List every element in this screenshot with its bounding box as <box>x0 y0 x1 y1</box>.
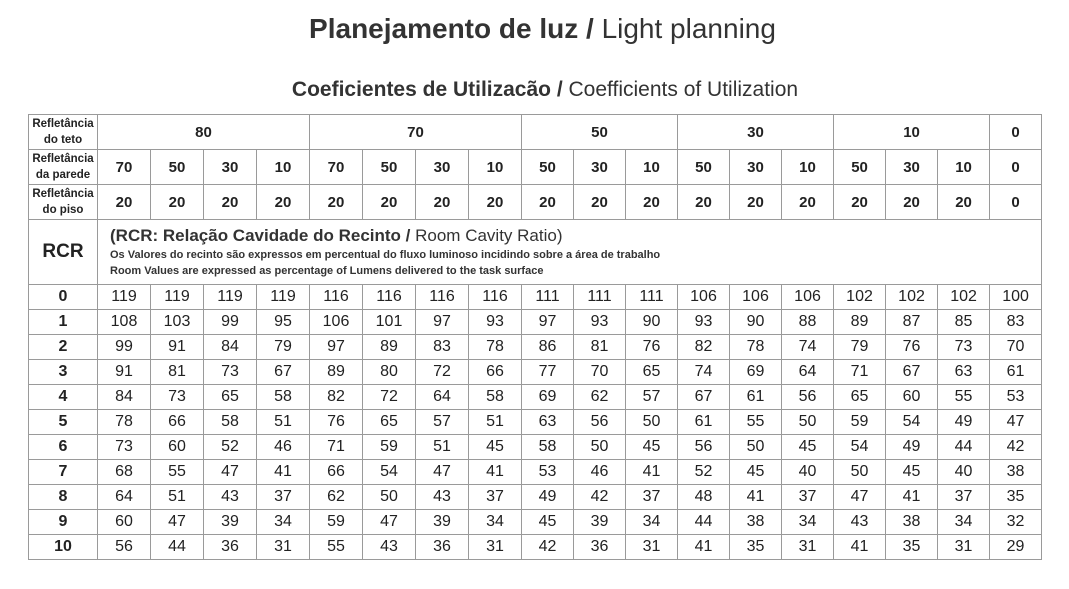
table-cell: 59 <box>363 435 416 460</box>
table-cell: 43 <box>834 510 886 535</box>
table-cell: 119 <box>257 285 310 310</box>
table-cell: 65 <box>834 385 886 410</box>
table-cell: 67 <box>257 360 310 385</box>
table-cell: 78 <box>469 335 522 360</box>
table-cell: 69 <box>522 385 574 410</box>
table-cell: 111 <box>522 285 574 310</box>
table-cell: 76 <box>886 335 938 360</box>
wall-reflectance-value: 50 <box>151 150 204 185</box>
table-cell: 86 <box>522 335 574 360</box>
wall-reflectance-value: 70 <box>98 150 151 185</box>
table-row <box>29 460 1042 485</box>
table-body <box>29 285 1042 560</box>
table-cell: 58 <box>522 435 574 460</box>
ceiling-reflectance-value: 70 <box>310 115 522 150</box>
table-cell: 108 <box>98 310 151 335</box>
table-cell: 119 <box>98 285 151 310</box>
table-cell: 73 <box>938 335 990 360</box>
table-cell: 39 <box>574 510 626 535</box>
floor-reflectance-value: 20 <box>522 185 574 220</box>
table-cell: 64 <box>416 385 469 410</box>
table-cell: 53 <box>990 385 1042 410</box>
table-cell: 55 <box>938 385 990 410</box>
table-cell: 45 <box>469 435 522 460</box>
table-cell: 58 <box>204 410 257 435</box>
table-cell: 57 <box>626 385 678 410</box>
rcr-value: 2 <box>29 335 98 360</box>
wall-reflectance-value: 30 <box>204 150 257 185</box>
table-cell: 62 <box>310 485 363 510</box>
table-cell: 41 <box>730 485 782 510</box>
table-cell: 58 <box>469 385 522 410</box>
table-cell: 99 <box>98 335 151 360</box>
table-cell: 37 <box>469 485 522 510</box>
table-cell: 37 <box>626 485 678 510</box>
floor-reflectance-value: 20 <box>678 185 730 220</box>
table-cell: 52 <box>204 435 257 460</box>
wall-reflectance-value: 10 <box>626 150 678 185</box>
table-cell: 41 <box>886 485 938 510</box>
rcr-value: 0 <box>29 285 98 310</box>
table-cell: 69 <box>730 360 782 385</box>
floor-reflectance-value: 20 <box>938 185 990 220</box>
table-cell: 102 <box>938 285 990 310</box>
wall-reflectance-value: 70 <box>310 150 363 185</box>
ceiling-reflectance-value: 80 <box>98 115 310 150</box>
table-cell: 62 <box>574 385 626 410</box>
table-title <box>0 78 1069 102</box>
page-title-normal: Light planning <box>601 13 776 44</box>
table-cell: 65 <box>204 385 257 410</box>
table-cell: 54 <box>363 460 416 485</box>
table-cell: 81 <box>151 360 204 385</box>
floor-reflectance-value: 20 <box>204 185 257 220</box>
table-title-bold: Coeficientes de Utilizacão / <box>291 78 563 101</box>
table-cell: 89 <box>363 335 416 360</box>
table-cell: 60 <box>151 435 204 460</box>
ceiling-reflectance-value: 10 <box>834 115 990 150</box>
rcr-label: RCR <box>29 220 98 285</box>
table-cell: 111 <box>626 285 678 310</box>
table-cell: 48 <box>678 485 730 510</box>
table-title-normal: Coefficients of Utilization <box>568 78 799 101</box>
wall-reflectance-value: 10 <box>938 150 990 185</box>
rcr-description <box>98 220 1042 285</box>
table-cell: 43 <box>416 485 469 510</box>
table-cell: 91 <box>98 360 151 385</box>
table-cell: 103 <box>151 310 204 335</box>
table-cell: 56 <box>782 385 834 410</box>
wall-reflectance-row <box>29 150 1042 185</box>
table-cell: 59 <box>310 510 363 535</box>
table-cell: 64 <box>98 485 151 510</box>
table-cell: 35 <box>886 535 938 560</box>
table-cell: 38 <box>990 460 1042 485</box>
floor-reflectance-value: 0 <box>990 185 1042 220</box>
wall-reflectance-value: 50 <box>834 150 886 185</box>
table-cell: 76 <box>310 410 363 435</box>
wall-reflectance-value: 10 <box>782 150 834 185</box>
table-cell: 66 <box>310 460 363 485</box>
table-cell: 74 <box>678 360 730 385</box>
table-cell: 43 <box>363 535 416 560</box>
table-cell: 32 <box>990 510 1042 535</box>
table-cell: 111 <box>574 285 626 310</box>
rcr-description-title-normal: Room Cavity Ratio) <box>415 226 563 245</box>
table-cell: 56 <box>98 535 151 560</box>
rcr-value: 6 <box>29 435 98 460</box>
table-cell: 66 <box>469 360 522 385</box>
table-cell: 51 <box>416 435 469 460</box>
table-cell: 99 <box>204 310 257 335</box>
table-cell: 78 <box>730 335 782 360</box>
rcr-description-title <box>110 225 1035 247</box>
table-cell: 49 <box>938 410 990 435</box>
table-cell: 47 <box>990 410 1042 435</box>
table-cell: 41 <box>834 535 886 560</box>
table-cell: 60 <box>886 385 938 410</box>
floor-reflectance-value: 20 <box>257 185 310 220</box>
table-cell: 64 <box>782 360 834 385</box>
table-cell: 31 <box>469 535 522 560</box>
rcr-value: 4 <box>29 385 98 410</box>
table-cell: 36 <box>574 535 626 560</box>
table-cell: 50 <box>730 435 782 460</box>
table-cell: 46 <box>574 460 626 485</box>
table-cell: 116 <box>363 285 416 310</box>
table-cell: 66 <box>151 410 204 435</box>
table-cell: 47 <box>834 485 886 510</box>
table-cell: 102 <box>886 285 938 310</box>
table-cell: 82 <box>310 385 363 410</box>
table-cell: 51 <box>257 410 310 435</box>
table-cell: 50 <box>363 485 416 510</box>
table-cell: 79 <box>257 335 310 360</box>
rcr-info-row <box>29 220 1042 285</box>
rcr-note-portuguese: Os Valores do recinto são expressos em percentual do fluxo luminoso incidindo sobre a área de trabalho <box>110 249 661 261</box>
table-cell: 73 <box>98 435 151 460</box>
table-cell: 78 <box>98 410 151 435</box>
table-cell: 39 <box>416 510 469 535</box>
ceiling-reflectance-value: 50 <box>522 115 678 150</box>
table-cell: 52 <box>678 460 730 485</box>
table-cell: 79 <box>834 335 886 360</box>
table-cell: 84 <box>98 385 151 410</box>
table-cell: 45 <box>886 460 938 485</box>
table-cell: 119 <box>151 285 204 310</box>
table-cell: 45 <box>782 435 834 460</box>
ceiling-reflectance-row <box>29 115 1042 150</box>
table-cell: 34 <box>257 510 310 535</box>
table-cell: 45 <box>730 460 782 485</box>
table-cell: 93 <box>574 310 626 335</box>
table-cell: 38 <box>886 510 938 535</box>
table-cell: 44 <box>938 435 990 460</box>
table-cell: 44 <box>151 535 204 560</box>
floor-reflectance-value: 20 <box>626 185 678 220</box>
table-cell: 34 <box>782 510 834 535</box>
table-cell: 68 <box>98 460 151 485</box>
floor-reflectance-value: 20 <box>834 185 886 220</box>
table-cell: 63 <box>938 360 990 385</box>
table-cell: 63 <box>522 410 574 435</box>
table-cell: 83 <box>416 335 469 360</box>
wall-reflectance-value: 50 <box>522 150 574 185</box>
table-cell: 50 <box>574 435 626 460</box>
table-row <box>29 360 1042 385</box>
table-cell: 42 <box>990 435 1042 460</box>
coefficients-table <box>28 114 1042 560</box>
floor-reflectance-value: 20 <box>310 185 363 220</box>
table-cell: 90 <box>730 310 782 335</box>
table-cell: 72 <box>416 360 469 385</box>
table-cell: 89 <box>310 360 363 385</box>
table-cell: 101 <box>363 310 416 335</box>
table-cell: 46 <box>257 435 310 460</box>
table-cell: 60 <box>98 510 151 535</box>
ceiling-reflectance-value: 30 <box>678 115 834 150</box>
table-cell: 93 <box>469 310 522 335</box>
table-cell: 31 <box>626 535 678 560</box>
table-cell: 42 <box>522 535 574 560</box>
rcr-note-english: Room Values are expressed as percentage of Lumens delivered to the task surface <box>110 265 544 277</box>
wall-reflectance-value: 30 <box>416 150 469 185</box>
table-cell: 85 <box>938 310 990 335</box>
table-cell: 53 <box>522 460 574 485</box>
table-cell: 119 <box>204 285 257 310</box>
table-cell: 51 <box>151 485 204 510</box>
wall-reflectance-value: 50 <box>678 150 730 185</box>
table-cell: 74 <box>782 335 834 360</box>
table-cell: 83 <box>990 310 1042 335</box>
table-cell: 65 <box>363 410 416 435</box>
wall-reflectance-value: 30 <box>886 150 938 185</box>
table-cell: 41 <box>257 460 310 485</box>
table-cell: 116 <box>469 285 522 310</box>
table-cell: 56 <box>678 435 730 460</box>
table-cell: 71 <box>834 360 886 385</box>
rcr-value: 7 <box>29 460 98 485</box>
table-cell: 55 <box>730 410 782 435</box>
table-cell: 95 <box>257 310 310 335</box>
wall-reflectance-label: Refletância da parede <box>29 150 98 185</box>
floor-reflectance-value: 20 <box>469 185 522 220</box>
table-cell: 97 <box>310 335 363 360</box>
table-cell: 88 <box>782 310 834 335</box>
table-cell: 31 <box>938 535 990 560</box>
table-cell: 97 <box>416 310 469 335</box>
table-cell: 70 <box>574 360 626 385</box>
table-row <box>29 510 1042 535</box>
table-cell: 61 <box>730 385 782 410</box>
table-row <box>29 485 1042 510</box>
table-cell: 100 <box>990 285 1042 310</box>
table-cell: 35 <box>990 485 1042 510</box>
table-cell: 65 <box>626 360 678 385</box>
table-cell: 31 <box>782 535 834 560</box>
wall-reflectance-value: 10 <box>257 150 310 185</box>
table-cell: 116 <box>416 285 469 310</box>
table-cell: 56 <box>574 410 626 435</box>
table-cell: 45 <box>626 435 678 460</box>
table-cell: 55 <box>151 460 204 485</box>
floor-reflectance-value: 20 <box>782 185 834 220</box>
table-cell: 51 <box>469 410 522 435</box>
table-cell: 31 <box>257 535 310 560</box>
table-cell: 37 <box>257 485 310 510</box>
table-cell: 39 <box>204 510 257 535</box>
rcr-value: 1 <box>29 310 98 335</box>
table-row <box>29 535 1042 560</box>
floor-reflectance-value: 20 <box>730 185 782 220</box>
rcr-value: 8 <box>29 485 98 510</box>
table-cell: 47 <box>151 510 204 535</box>
rcr-value: 3 <box>29 360 98 385</box>
wall-reflectance-value: 30 <box>730 150 782 185</box>
table-cell: 41 <box>469 460 522 485</box>
rcr-value: 10 <box>29 535 98 560</box>
table-cell: 40 <box>782 460 834 485</box>
table-cell: 59 <box>834 410 886 435</box>
table-cell: 40 <box>938 460 990 485</box>
table-row <box>29 385 1042 410</box>
table-cell: 106 <box>730 285 782 310</box>
table-cell: 47 <box>204 460 257 485</box>
floor-reflectance-value: 20 <box>416 185 469 220</box>
table-cell: 37 <box>782 485 834 510</box>
table-cell: 73 <box>204 360 257 385</box>
table-cell: 34 <box>626 510 678 535</box>
table-cell: 41 <box>626 460 678 485</box>
rcr-value: 9 <box>29 510 98 535</box>
table-cell: 49 <box>522 485 574 510</box>
table-cell: 41 <box>678 535 730 560</box>
table-cell: 47 <box>416 460 469 485</box>
table-cell: 36 <box>416 535 469 560</box>
table-cell: 54 <box>886 410 938 435</box>
table-cell: 73 <box>151 385 204 410</box>
table-cell: 116 <box>310 285 363 310</box>
floor-reflectance-row <box>29 185 1042 220</box>
table-cell: 50 <box>834 460 886 485</box>
table-row <box>29 435 1042 460</box>
table-cell: 61 <box>678 410 730 435</box>
table-cell: 29 <box>990 535 1042 560</box>
floor-reflectance-value: 20 <box>886 185 938 220</box>
table-cell: 43 <box>204 485 257 510</box>
table-row <box>29 335 1042 360</box>
floor-reflectance-label: Refletância do piso <box>29 185 98 220</box>
table-cell: 34 <box>469 510 522 535</box>
table-cell: 97 <box>522 310 574 335</box>
table-cell: 89 <box>834 310 886 335</box>
rcr-value: 5 <box>29 410 98 435</box>
table-cell: 34 <box>938 510 990 535</box>
table-cell: 67 <box>678 385 730 410</box>
table-cell: 67 <box>886 360 938 385</box>
table-cell: 106 <box>782 285 834 310</box>
table-cell: 49 <box>886 435 938 460</box>
table-row <box>29 410 1042 435</box>
table-cell: 47 <box>363 510 416 535</box>
page-title <box>0 13 1069 45</box>
wall-reflectance-value: 10 <box>469 150 522 185</box>
table-cell: 36 <box>204 535 257 560</box>
table-cell: 91 <box>151 335 204 360</box>
table-cell: 93 <box>678 310 730 335</box>
table-cell: 50 <box>782 410 834 435</box>
table-cell: 42 <box>574 485 626 510</box>
table-cell: 76 <box>626 335 678 360</box>
table-cell: 54 <box>834 435 886 460</box>
table-cell: 106 <box>310 310 363 335</box>
floor-reflectance-value: 20 <box>363 185 416 220</box>
table-cell: 71 <box>310 435 363 460</box>
table-cell: 106 <box>678 285 730 310</box>
table-cell: 80 <box>363 360 416 385</box>
table-cell: 61 <box>990 360 1042 385</box>
table-cell: 72 <box>363 385 416 410</box>
table-row <box>29 285 1042 310</box>
wall-reflectance-value: 50 <box>363 150 416 185</box>
floor-reflectance-value: 20 <box>151 185 204 220</box>
table-cell: 37 <box>938 485 990 510</box>
table-cell: 55 <box>310 535 363 560</box>
table-cell: 70 <box>990 335 1042 360</box>
table-cell: 87 <box>886 310 938 335</box>
wall-reflectance-value: 30 <box>574 150 626 185</box>
table-cell: 82 <box>678 335 730 360</box>
table-row <box>29 310 1042 335</box>
table-cell: 50 <box>626 410 678 435</box>
page-title-bold: Planejamento de luz / <box>309 13 594 44</box>
table-cell: 45 <box>522 510 574 535</box>
table-cell: 44 <box>678 510 730 535</box>
ceiling-reflectance-value: 0 <box>990 115 1042 150</box>
table-cell: 102 <box>834 285 886 310</box>
table-cell: 57 <box>416 410 469 435</box>
table-cell: 81 <box>574 335 626 360</box>
table-cell: 77 <box>522 360 574 385</box>
table-cell: 90 <box>626 310 678 335</box>
table-cell: 38 <box>730 510 782 535</box>
ceiling-reflectance-label: Refletância do teto <box>29 115 98 150</box>
floor-reflectance-value: 20 <box>98 185 151 220</box>
wall-reflectance-value: 0 <box>990 150 1042 185</box>
table-cell: 84 <box>204 335 257 360</box>
table-cell: 58 <box>257 385 310 410</box>
table-cell: 35 <box>730 535 782 560</box>
floor-reflectance-value: 20 <box>574 185 626 220</box>
rcr-description-title-bold: (RCR: Relação Cavidade do Recinto / <box>110 226 411 245</box>
